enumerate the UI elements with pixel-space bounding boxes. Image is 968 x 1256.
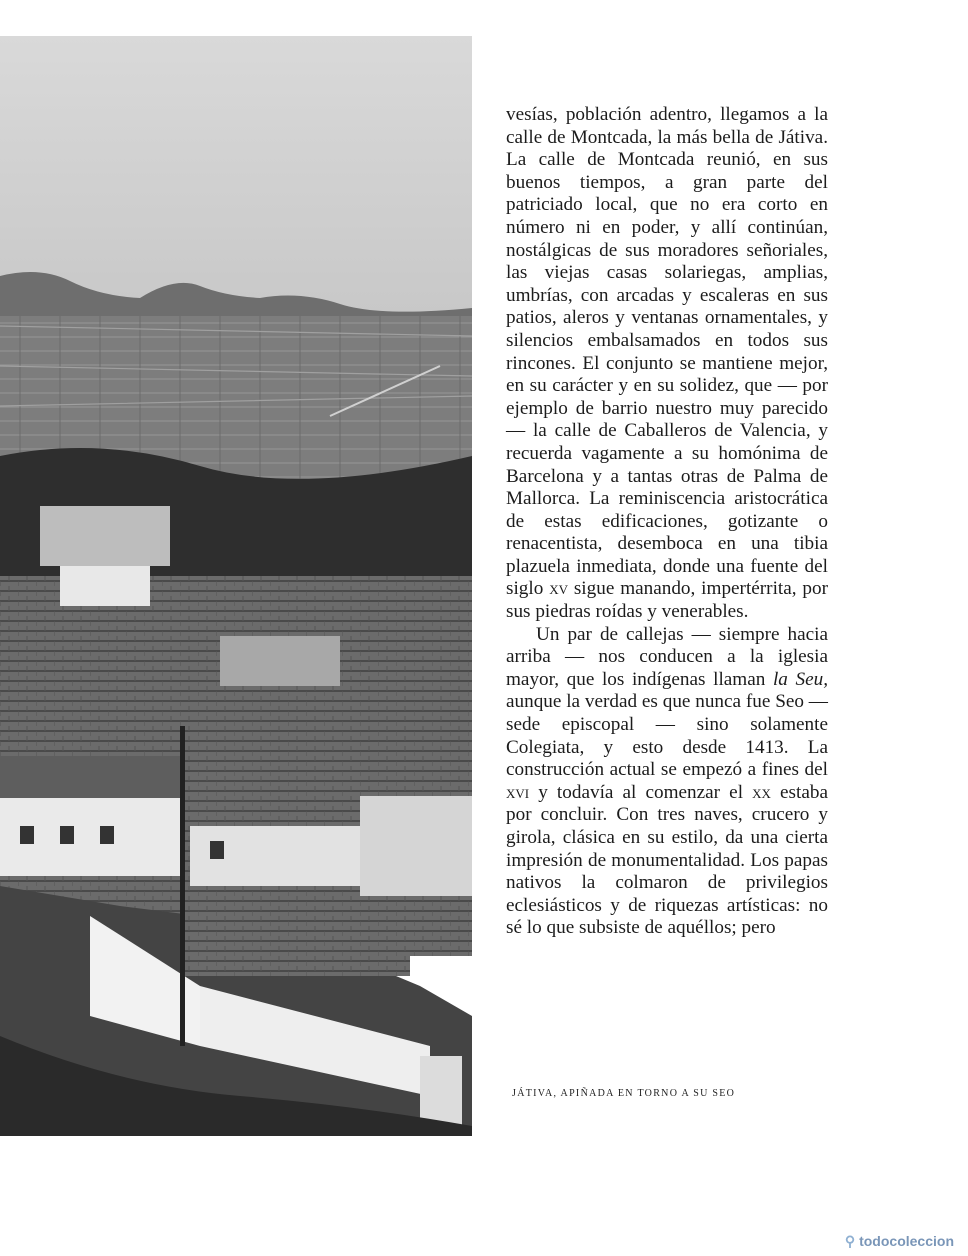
paragraph-2: Un par de callejas — siempre hacia arriba — nos conducen a la iglesia mayor, que los indígenas llaman la Seu, aunque la verdad es que nunca fue Seo — sede episcopal — sino solamente Colegiata, y esto desde 1413. La construcción actual se empezó a fines del xvi y todavía al comenzar el xx estaba por concluir. Con tres naves, crucero y girola, clásica en su estilo, da una cierta impresión de monumentalidad. Los papas nativos la colmaron de privilegios eclesiásticos y de riquezas artísticas: no sé lo que subsiste de aquéllos; pero [506, 623, 828, 939]
watermark-text: todocoleccion [859, 1233, 954, 1249]
watermark [845, 1233, 954, 1250]
magnifier-icon: ⚲ [844, 1233, 856, 1249]
city-photo-image [0, 36, 472, 1136]
paragraph-1: vesías, población adentro, llegamos a la calle de Montcada, la más bella de Játiva. La calle de Montcada reunió, en sus buenos tiempos, a gran parte del patriciado local, que no era corto en número ni en poder, y allí continúan, nostálgicas de sus moradores señoriales, las viejas casas solariegas, amplias, umbrías, con arcadas y escaleras en sus patios, aleros y ventanas ornamentales, y silencios embalsamados en todos sus rincones. El conjunto se mantiene mejor, en su carácter y en su solidez, que — por ejemplo de barrio nuestro muy parecido — la calle de Caballeros de Valencia, y recuerda vagamente a su homónima de Barcelona y a tantas otras de Palma de Mallorca. La reminiscencia aristocrática de estas edificaciones, gotizante o renacentista, desemboca en una tibia plazuela inmediata, donde una fuente del siglo xv sigue manando, impertérrita, por sus piedras roídas y venerables. [506, 104, 828, 623]
article-text [506, 104, 828, 940]
photo-caption: JÁTIVA, APIÑADA EN TORNO A SU SEO [512, 1088, 736, 1099]
city-photo [0, 36, 472, 1136]
